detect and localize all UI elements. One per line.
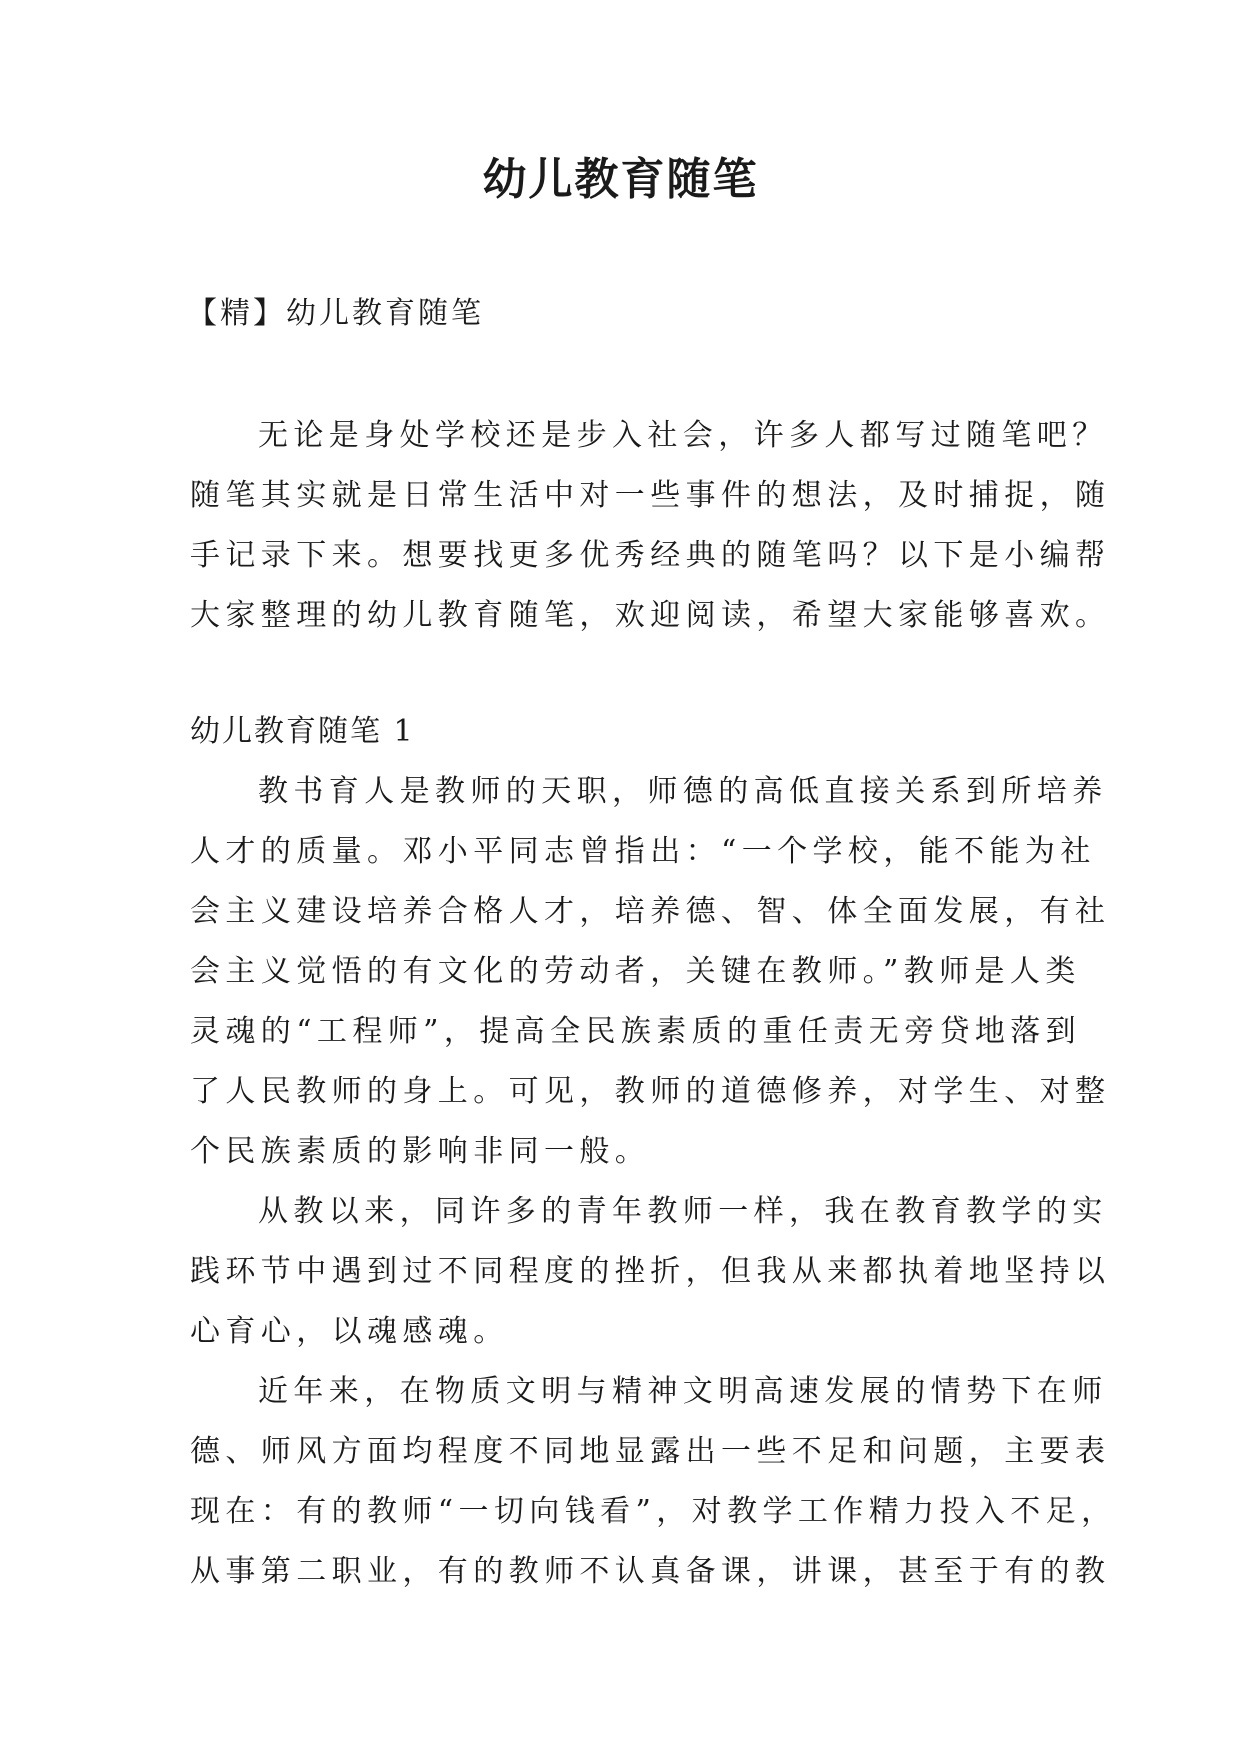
text-line: 近年来，在物质文明与精神文明高速发展的情势下在师 (258, 1374, 1108, 1409)
paragraph-2 (190, 1182, 1111, 1362)
text-line: 践环节中遇到过不同程度的挫折，但我从来都执着地坚持以 (190, 1254, 1111, 1289)
paragraph-1 (190, 762, 1111, 1182)
text-line: 无论是身处学校还是步入社会，许多人都写过随笔吧？ (258, 418, 1108, 453)
text-line: 德、师风方面均程度不同地显露出一些不足和问题，主要表 (190, 1434, 1111, 1469)
document-subtitle: 【精】幼儿教育随笔 (187, 296, 484, 331)
text-line: 从教以来，同许多的青年教师一样，我在教育教学的实 (258, 1194, 1108, 1229)
text-line: 了人民教师的身上。可见，教师的道德修养，对学生、对整 (190, 1074, 1111, 1109)
text-line: 个民族素质的影响非同一般。 (190, 1134, 651, 1169)
text-line: 心育心，以魂感魂。 (190, 1314, 509, 1349)
text-line: 现在：有的教师“一切向钱看”，对教学工作精力投入不足， (190, 1494, 1117, 1529)
text-line: 手记录下来。想要找更多优秀经典的随笔吗？以下是小编帮 (190, 538, 1111, 573)
text-line: 人才的质量。邓小平同志曾指出：“一个学校，能不能为社 (190, 834, 1096, 869)
text-line: 会主义觉悟的有文化的劳动者，关键在教师。”教师是人类 (190, 954, 1081, 989)
document-title: 幼儿教育随笔 (482, 154, 759, 205)
text-line: 从事第二职业，有的教师不认真备课，讲课，甚至于有的教 (190, 1554, 1111, 1589)
text-line: 大家整理的幼儿教育随笔，欢迎阅读，希望大家能够喜欢。 (190, 598, 1111, 633)
document-body (190, 406, 1117, 1602)
paragraph-3 (190, 1362, 1117, 1602)
intro-paragraph (190, 406, 1111, 646)
text-line: 灵魂的“工程师”，提高全民族素质的重任责无旁贷地落到 (190, 1014, 1082, 1049)
section-heading: 幼儿教育随笔 1 (190, 714, 415, 749)
text-line: 会主义建设培养合格人才，培养德、智、体全面发展，有社 (190, 894, 1111, 929)
spacer (190, 646, 1070, 702)
text-line: 随笔其实就是日常生活中对一些事件的想法，及时捕捉，随 (190, 478, 1111, 513)
text-line: 教书育人是教师的天职，师德的高低直接关系到所培养 (258, 774, 1108, 809)
